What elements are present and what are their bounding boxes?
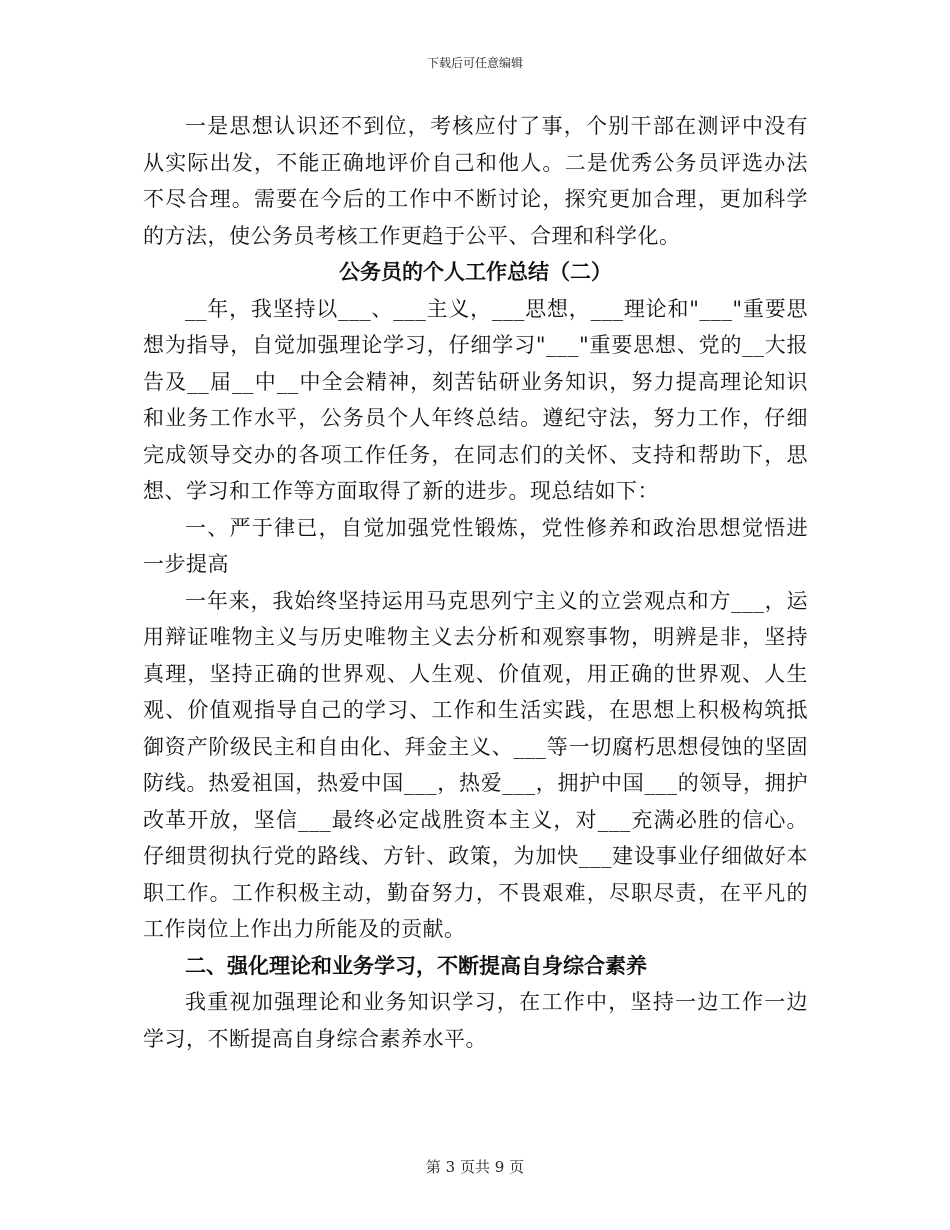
section-1-heading: 一、严于律已，自觉加强党性锻炼，党性修养和政治思想觉悟进一步提高 xyxy=(143,515,808,576)
page-footer-number: 第 3 页共 9 页 xyxy=(425,1158,525,1176)
section-2-heading: 二、强化理论和业务学习，不断提高自身综合素养 xyxy=(185,952,647,978)
paragraph-2: 一年来，我始终坚持运用马克思列宁主义的立尝观点和方___，运用辩证唯物主义与历史唯物主义去分析和观察事物，明辨是非，坚持真理，坚持正确的世界观、人生观、价值观，用正确的世界观、人生观、价值观指导自己的学习、工作和生活实践，在思想上积极构筑抵御资产阶级民主和自由化、拜金主义、___等一切腐朽思想侵蚀的坚固防线。热爱祖国，热爱中国___，热爱___，拥护中国___的领导，拥护改革开放，坚信___最终必定战胜资本主义，对___充满必胜的信心。仔细贯彻执行党的路线、方针、政策，为加快___建设事业仔细做好本职工作。工作积极主动，勤奋努力，不畏艰难，尽职尽责，在平凡的工作岗位上作出力所能及的贡献。 xyxy=(143,588,808,941)
paragraph-3: 我重视加强理论和业务知识学习，在工作中，坚持一边工作一边学习，不断提高自身综合素养水平。 xyxy=(143,990,808,1051)
page-header-note: 下载后可任意编辑 xyxy=(426,56,523,70)
paragraph-intro: 一是思想认识还不到位，考核应付了事，个别干部在测评中没有从实际出发，不能正确地评价自己和他人。二是优秀公务员评选办法不尽合理。需要在今后的工作中不断讨论，探究更加合理，更加科学的方法，使公务员考核工作更趋于公平、合理和科学化。 xyxy=(143,114,808,248)
document-body xyxy=(143,108,808,1057)
document-title: 公务员的个人工作总结（二） xyxy=(339,259,612,284)
paragraph-1: __年，我坚持以___、___主义，___思想，___理论和"___"重要思想为指导，自觉加强理论学习，仔细学习"___"重要思想、党的__大报告及__届__中__中全会精神，刻苦钻研业务知识，努力提高理论知识和业务工作水平，公务员个人年终总结。遵纪守法，努力工作，仔细完成领导交办的各项工作任务，在同志们的关怀、支持和帮助下，思想、学习和工作等方面取得了新的进步。现总结如下： xyxy=(143,296,808,503)
